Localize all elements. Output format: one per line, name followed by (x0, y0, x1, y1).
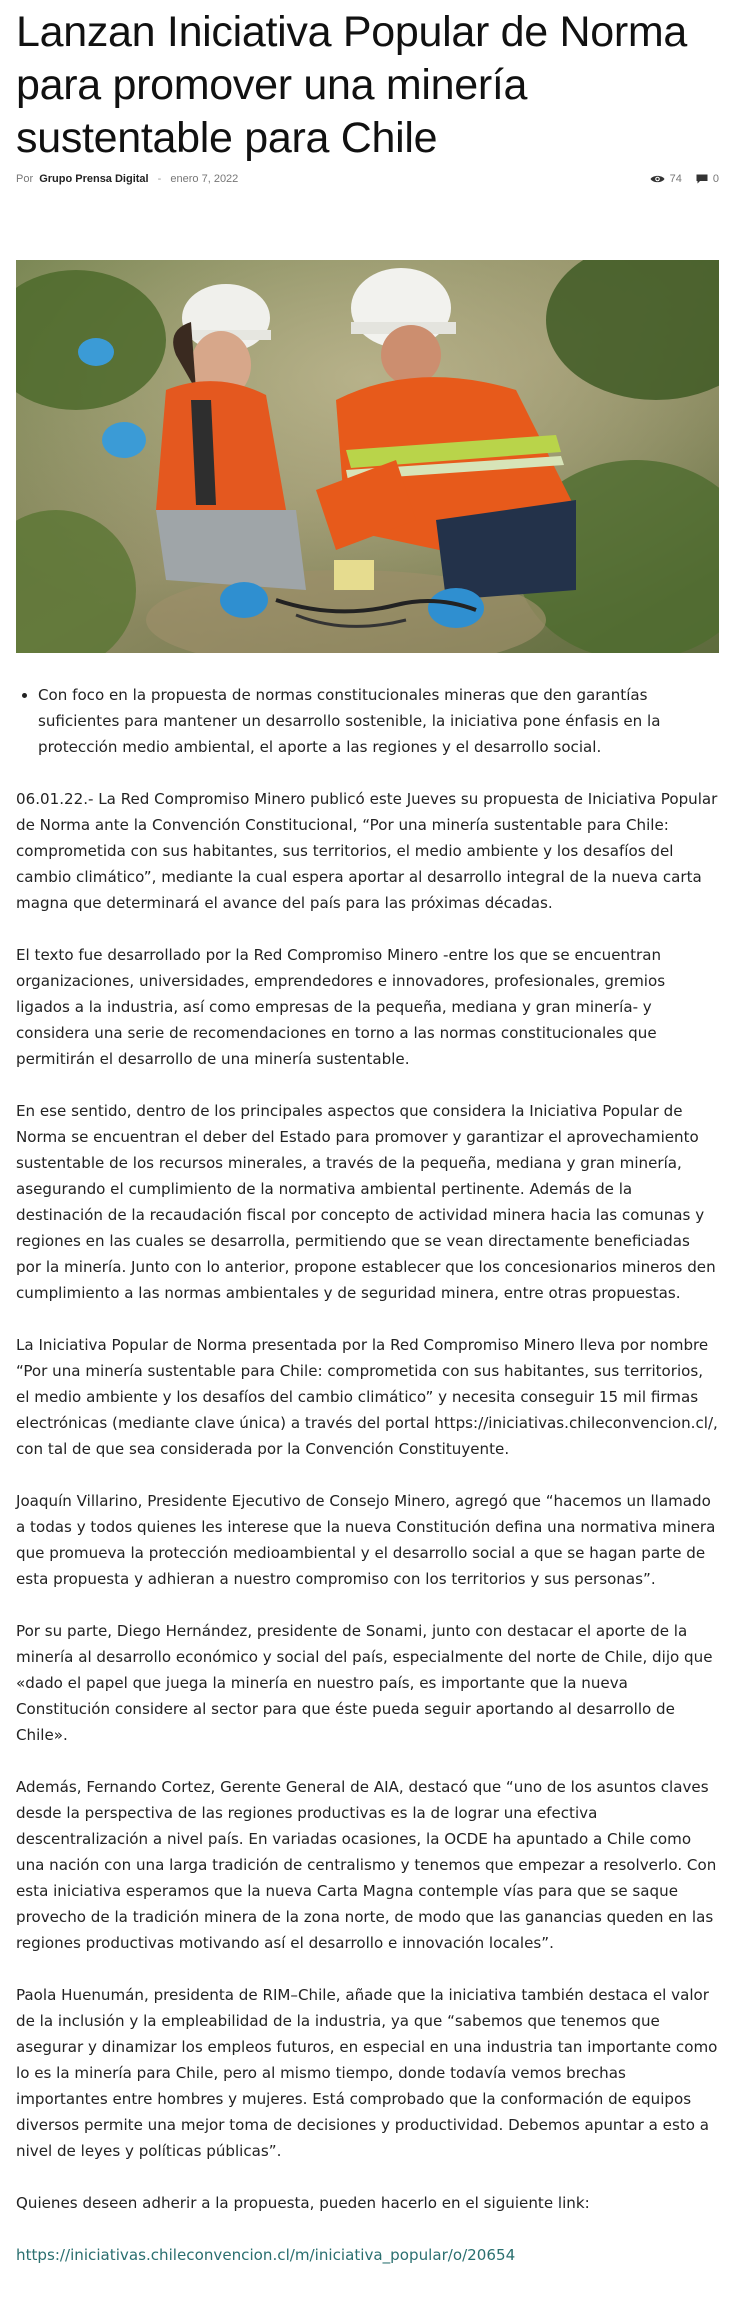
paragraph-text-development: El texto fue desarrollado por la Red Compromiso Minero -entre los que se encuentran organizaciones, universidades, emprendedores e innovadores, profesionales, gremios ligados a la industria, así como empresas de la pequeña, mediana y gran minería- y considera una serie de recomendaciones en torno a las normas constitucionales que permitirán el desarrollo de una minería sustentable. (16, 946, 666, 1068)
paragraph-hernandez-quote: Por su parte, Diego Hernández, presidente de Sonami, junto con destacar el aporte de la minería al desarrollo económico y social del país, especialmente del norte de Chile, dijo que «dado el papel que juega la minería en nuestro país, es importante que la nueva Constitución considere al sector para que éste pueda seguir aportando al desarrollo de Chile». (16, 1622, 713, 1744)
article-stats (650, 173, 719, 185)
hero-image (16, 260, 719, 653)
eye-icon (650, 174, 665, 184)
paragraph-huenuman-quote: Paola Huenumán, presidenta de RIM–Chile, añade que la iniciativa también destaca el valor de la inclusión y la empleabilidad de la industria, ya que “sabemos que tenemos que asegurar y dinamizar los empleos futuros, en especial en una industria tan importante como lo es la minería para Chile, pero al mismo tiempo, donde todavía vemos brechas importantes entre hombres y mujeres. Está comprobado que la conformación de equipos diversos permite una mejor toma de decisiones y productividad. Debemos apuntar a esto a nivel de leyes y políticas públicas”. (16, 1986, 718, 2160)
comment-icon (696, 174, 708, 184)
paragraph-initiative-name: La Iniciativa Popular de Norma presentada por la Red Compromiso Minero lleva por nombre “Por una minería sustentable para Chile: comprometida con sus habitantes, sus territorios, el medio ambiente y los desafíos del cambio climático” y necesita conseguir 15 mil firmas electrónicas (mediante clave única) a través del portal https://iniciativas.chileconvencion.cl/, con tal de que sea considerada por la Convención Constituyente. (16, 1336, 718, 1458)
paragraph-cortez-quote: Además, Fernando Cortez, Gerente General de AIA, destacó que “uno de los asuntos claves desde la perspectiva de las regiones productivas es la de lograr una efectiva descentralización a nivel país. En variadas ocasiones, la OCDE ha apuntado a Chile como una nación con una larga tradición de centralismo y tenemos que empezar a resolverlo. Con esta iniciativa esperamos que la nueva Carta Magna contemple vías para que se saque provecho de la tradición minera de la zona norte, de modo que las ganancias queden en las regiones productivas motivando así el desarrollo e innovación locales”. (16, 1778, 717, 1952)
photo-workers-icon (16, 260, 719, 653)
article-body (16, 682, 719, 2294)
views-stat (650, 173, 682, 185)
paragraph-intro: 06.01.22.- La Red Compromiso Minero publicó este Jueves su propuesta de Iniciativa Popular de Norma ante la Convención Constitucional, “Por una minería sustentable para Chile: comprometida con sus habitantes, sus territorios, el medio ambiente y los desafíos del cambio climático”, mediante la cual espera aportar al desarrollo integral de la nueva carta magna que determinará el avance del país para las próximas décadas. (16, 790, 718, 912)
paragraph-adhere: Quienes deseen adherir a la propuesta, pueden hacerlo en el siguiente link: (16, 2194, 590, 2212)
summary-bullet: • Con foco en la propuesta de normas constitucionales mineras que den garantías suficientes para mantener un desarrollo sostenible, la iniciativa pone énfasis en la protección medio ambiental, el aporte a las regiones y el desarrollo social. (38, 682, 719, 760)
by-label: Por (16, 173, 34, 185)
views-count: 74 (669, 173, 682, 185)
paragraph-aspects: En ese sentido, dentro de los principales aspectos que considera la Iniciativa Popular de Norma se encuentran el deber del Estado para promover y garantizar el aprovechamiento sustentable de los recursos minerales, a través de la pequeña, mediana y gran minería, asegurando el cumplimiento de la normativa ambiental pertinente. Además de la destinación de la recaudación fiscal por concepto de actividad minera hacia las comunas y regiones en las cuales se desarrolla, permitiendo que se vean directamente beneficiadas por la minería. Junto con lo anterior, propone establecer que los concesionarios mineros den cumplimiento a las normas ambientales y de seguridad minera, entre otras propuestas. (16, 1102, 716, 1302)
meta-separator: - (157, 173, 162, 185)
author-link[interactable]: Grupo Prensa Digital (39, 173, 149, 185)
paragraph-villarino-quote: Joaquín Villarino, Presidente Ejecutivo de Consejo Minero, agregó que “hacemos un llamado a todas y todos quienes les interese que la nueva Constitución defina una normativa minera que promueva la protección medioambiental y el desarrollo social a que se hagan parte de esta propuesta y adhieran a nuestro compromiso con los territorios y sus personas”. (16, 1492, 716, 1588)
publish-date: enero 7, 2022 (170, 173, 239, 185)
initiative-link[interactable]: https://iniciativas.chileconvencion.cl/m/iniciativa_popular/o/20654 (16, 2246, 516, 2264)
comments-count: 0 (712, 173, 719, 185)
summary-list (16, 682, 719, 760)
link-paragraph (16, 2242, 719, 2268)
article-title: Lanzan Iniciativa Popular de Norma para promover una minería sustentable para Chile (16, 8, 688, 162)
comments-stat[interactable] (696, 173, 719, 185)
article-header (16, 0, 719, 193)
article-meta (16, 173, 719, 193)
